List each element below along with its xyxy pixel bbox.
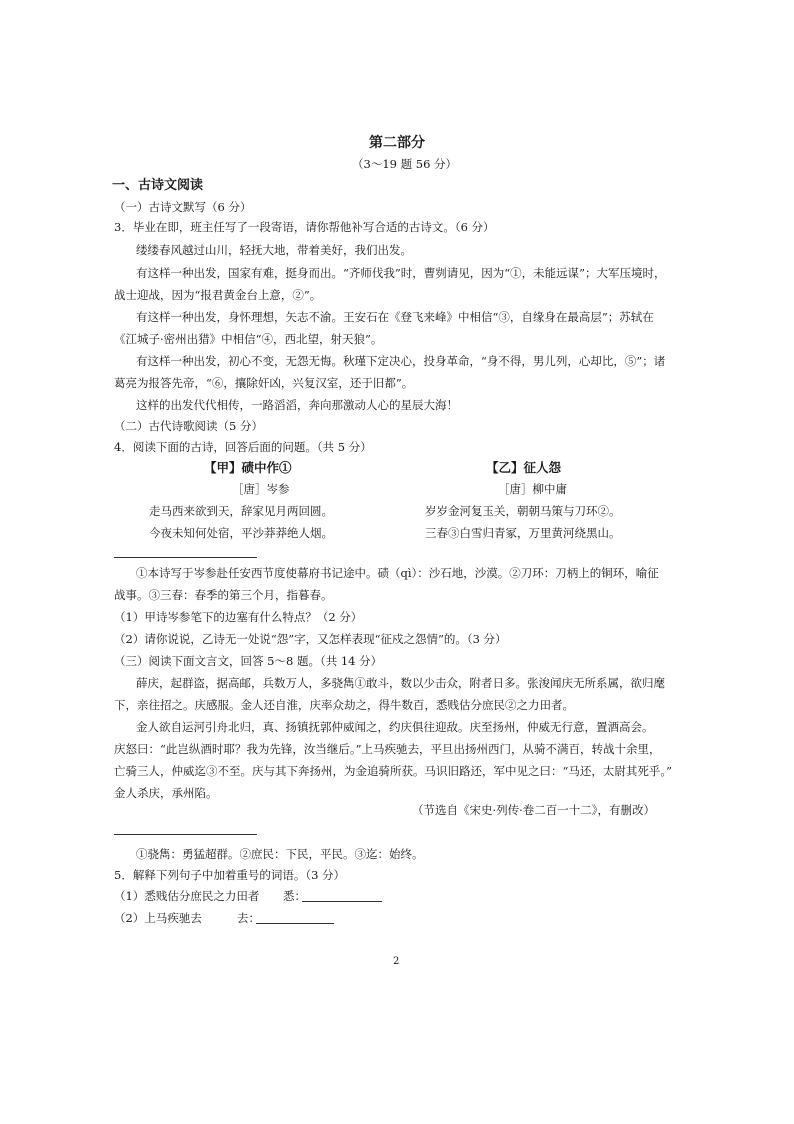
text-source: （节选自《宋史·列传·卷二百一十二》，有删改） (412, 803, 656, 817)
page-number: 2 (393, 956, 400, 967)
section-heading: 一、古诗文阅读 (112, 178, 204, 193)
part-subtitle: （3～19 题 56 分） (352, 157, 458, 171)
text-paragraph-2b: 庆怒曰：“此岂纵酒时耶？我为先锋，汝当继后。”上马疾驰去，平旦出扬州西门，从骑不满百，转战十余里， (114, 742, 661, 756)
q5-item-1-answer-blank[interactable] (302, 889, 382, 902)
question-5-prompt: 5．解释下列句子中加着重号的词语。（3 分） (114, 868, 346, 882)
q3-paragraph-3a: 有这样一种出发，身怀理想，矢志不渝。王安石在《登飞来峰》中相信“③，自缘身在最高层”；苏轼在 (136, 310, 654, 324)
poem-b-line-1: 岁岁金河复玉关，朝朝马策与刀环②。 (425, 504, 621, 518)
q3-paragraph-4a: 有这样一种出发，初心不变，无怨无悔。秋瑾下定决心，投身革命，“身不得，男儿列，心却比，⑤”；诸 (136, 354, 666, 368)
q3-paragraph-2a: 有这样一种出发，国家有难，挺身而出。“齐师伐我”时，曹刿请见，因为“①，未能远谋”；大军压境时， (136, 266, 666, 280)
q5-item-2-label: 去： (237, 911, 260, 925)
q5-item-1-label: 悉： (283, 889, 306, 903)
text-paragraph-1b: 下，亲往招之。庆感服。金人还自淮，庆率众劫之，得牛数百，悉贱估分庶民②之力田者。 (114, 698, 574, 712)
poem-b-author: ［唐］柳中庸 (498, 482, 567, 496)
q3-paragraph-5: 这样的出发代代相传，一路滔滔，奔向那激动人心的星辰大海！ (136, 398, 458, 412)
footnote-divider-2 (114, 834, 257, 835)
text-paragraph-1a: 薛庆，起群盗，据高邮，兵数万人，多骁雋①敢斗，数以少击众，附者日多。张浚闻庆无所系属，欲归麾 (136, 676, 665, 690)
sub-heading-1: （一）古诗文默写（6 分） (114, 200, 252, 214)
text-paragraph-2d: 金人杀庆，承州陷。 (114, 786, 218, 800)
footnote-divider-1 (114, 557, 257, 558)
sub-heading-3: （三）阅读下面文言文，回答 5～8 题。（共 14 分） (114, 654, 383, 668)
poem-a-line-2: 今夜未知何处宿，平沙莽莽绝人烟。 (149, 526, 333, 540)
poem-a-title: 【甲】碛中作① (204, 460, 292, 475)
text-paragraph-2c: 亡骑三人，仲威迄③不至。庆与其下奔扬州，为金追骑所获。马识旧路还，军中见之曰：“马还，太尉其死乎。” (114, 764, 673, 778)
question-4-prompt: 4．阅读下面的古诗，回答后面的问题。（共 5 分） (114, 440, 372, 454)
question-3-prompt: 3．毕业在即，班主任写了一段寄语，请你帮他补写合适的古诗文。（6 分） (114, 220, 495, 234)
poem-a-author: ［唐］岑参 (232, 482, 290, 496)
part-title: 第二部分 (369, 135, 425, 151)
q3-paragraph-2b: 战士迎战，因为“报君黄金台上意，②”。 (114, 288, 322, 302)
q5-item-2: （2）上马疾驰去 (114, 911, 202, 925)
q5-item-2-answer-blank[interactable] (256, 911, 334, 924)
q5-item-1: （1）悉贱估分庶民之力田者 (114, 889, 260, 903)
q3-paragraph-1: 缕缕春风越过山川，轻抚大地，带着美好，我们出发。 (136, 243, 412, 257)
q4-subquestion-1: （1）甲诗岑参笔下的边塞有什么特点？（2 分） (114, 610, 363, 624)
q3-paragraph-4b: 葛亮为报答先帝，“⑥，攘除奸凶，兴复汉室，还于旧都”。 (114, 376, 414, 390)
poem-b-line-2: 三春③白雪归青冢，万里黄河绕黑山。 (425, 526, 621, 540)
text-note: ①骁雋：勇猛超群。②庶民：下民，平民。③迄：始终。 (136, 847, 424, 861)
text-paragraph-2a: 金人欲自运河引舟北归，真、扬镇抚郭仲威闻之，约庆俱往迎敌。庆至扬州，仲威无行意，置酒高会。 (136, 720, 654, 734)
q4-subquestion-2: （2）请你说说，乙诗无一处说“怨”字，又怎样表现“征戍之怨情”的。（3 分） (114, 632, 507, 646)
poem-b-title: 【乙】征人怨 (486, 460, 562, 475)
poem-note-1: ①本诗写于岑参赴任安西节度使幕府书记途中。碛（qì）：沙石地，沙漠。②刀环：刀柄上的铜环，喻征 (136, 566, 659, 580)
sub-heading-2: （二）古代诗歌阅读（5 分） (114, 419, 263, 433)
q3-paragraph-3b: 《江城子·密州出猎》中相信“④，西北望，射天狼”。 (114, 332, 383, 346)
poem-note-2: 战事。③三春：春季的第三个月，指暮春。 (114, 588, 333, 602)
poem-a-line-1: 走马西来欲到天，辞家见月两回圆。 (149, 504, 333, 518)
